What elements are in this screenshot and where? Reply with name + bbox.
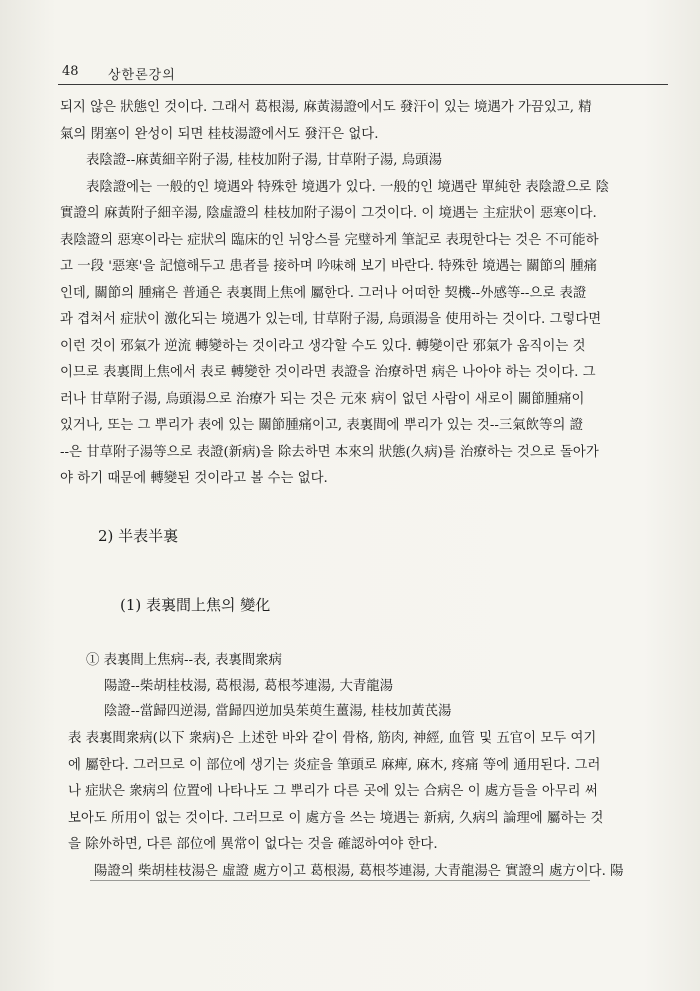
footer-divider (90, 880, 590, 881)
text-line: 表陰證의 惡寒이라는 症狀의 臨床的인 뉘앙스를 完璧하게 筆記로 表現한다는 것은 不可能하 (60, 232, 599, 248)
text-line: 나 症狀은 衆病의 位置에 나타나도 그 뿌리가 다른 곳에 있는 合病은 이 處方들을 아무리 써 (68, 784, 598, 799)
text-line: 表 表裏間衆病(以下 衆病)은 上述한 바와 같이 骨格, 筋肉, 神經, 血管 및 五官이 모두 여기 (68, 731, 597, 746)
text-line: 인데, 關節의 腫痛은 普通은 表裏間上焦에 屬한다. 그러나 어떠한 契機--外感等--으로 表證 (60, 285, 587, 301)
text-line: 氣의 閉塞이 완성이 되면 桂枝湯證에서도 發汗은 없다. (60, 126, 379, 142)
text-line: 있거나, 또는 그 뿌리가 表에 있는 關節腫痛이고, 表裏間에 뿌리가 있는 것--三氣飲等의 證 (60, 418, 584, 433)
text-line: 이런 것이 邪氣가 逆流 轉變하는 것이라고 생각할 수도 있다. 轉變이란 邪氣가 움직이는 것 (60, 338, 586, 354)
text-line: 고 一段 '惡寒'을 記憶해두고 患者를 接하며 吟味해 보기 바란다. 特殊한 境遇는 關節의 腫痛 (60, 259, 598, 274)
text-line: --은 甘草附子湯等으로 表證(新病)을 除去하면 本來의 狀態(久病)를 治療하는 것으로 돌아가 (60, 444, 599, 460)
running-title: 상한론강의 (108, 68, 176, 83)
formula-line: 表陰證--麻黃細辛附子湯, 桂枝加附子湯, 甘草附子湯, 烏頭湯 (86, 153, 442, 168)
main-text-block (60, 95, 672, 493)
list-item: 陰證--當歸四逆湯, 當歸四逆加吳茱萸生薑湯, 桂枝加黃芪湯 (104, 704, 452, 719)
text-line: 에 屬한다. 그러므로 이 部位에 생기는 炎症을 筆頭로 麻痺, 麻木, 疼痛 等에 通用된다. 그러 (68, 757, 601, 773)
bottom-text-block (68, 726, 674, 885)
list-item: ① 表裏間上焦病--表, 表裏間衆病 (86, 653, 282, 668)
section-heading: 2) 半表半裏 (98, 527, 179, 545)
subsection-heading: (1) 表裏間上焦의 變化 (120, 596, 271, 614)
page-number: 48 (62, 64, 79, 79)
text-line: 表陰證에는 一般的인 境遇와 特殊한 境遇가 있다. 一般的인 境遇란 單純한 表陰證으로 陰 (86, 179, 609, 195)
text-line: 이므로 表裏間上焦에서 表로 轉變한 것이라면 表證을 治療하면 病은 나아야 하는 것이다. 그 (60, 365, 596, 380)
text-line: 實證의 麻黃附子細辛湯, 陰虛證의 桂枝加附子湯이 그것이다. 이 境遇는 主症狀이 惡寒이다. (60, 206, 597, 221)
formula-list (86, 648, 676, 725)
text-line: 陽證의 柴胡桂枝湯은 虛證 處方이고 葛根湯, 葛根芩連湯, 大青龍湯은 實證의 處方이다. 陽 (94, 863, 624, 879)
text-line: 을 除外하면, 다른 部位에 異常이 없다는 것을 確認하여야 한다. (68, 837, 438, 852)
list-item: 陽證--柴胡桂枝湯, 葛根湯, 葛根芩連湯, 大青龍湯 (104, 678, 394, 694)
page-header (58, 58, 668, 85)
text-line: 과 겹쳐서 症狀이 激化되는 境遇가 있는데, 甘草附子湯, 烏頭湯을 使用하는 것이다. 그렇다면 (60, 312, 602, 327)
text-line: 야 하기 때문에 轉變된 것이라고 볼 수는 없다. (60, 471, 328, 486)
text-line: 러나 甘草附子湯, 烏頭湯으로 治療가 되는 것은 元來 病이 없던 사람이 새로이 關節腫痛이 (60, 391, 585, 407)
text-line: 보아도 所用이 없는 것이다. 그러므로 이 處方을 쓰는 境遇는 新病, 久病의 論理에 屬하는 것 (68, 810, 604, 826)
text-line: 되지 않은 狀態인 것이다. 그래서 葛根湯, 麻黃湯證에서도 發汗이 있는 境遇가 가끔있고, 精 (60, 100, 592, 115)
